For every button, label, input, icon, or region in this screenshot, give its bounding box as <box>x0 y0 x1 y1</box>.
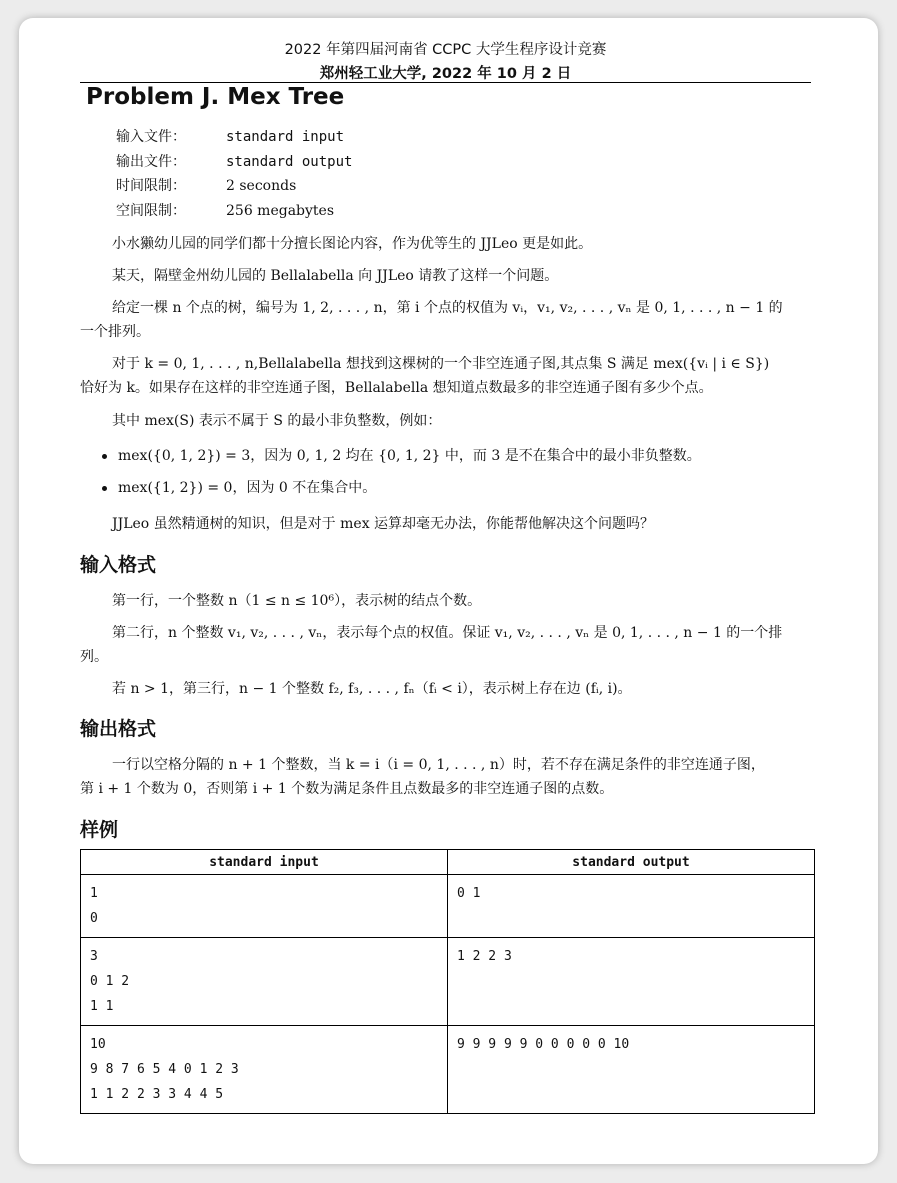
statement-paragraph: 小水獭幼儿园的同学们都十分擅长图论内容，作为优等生的 JJLeo 更是如此。 <box>112 236 593 252</box>
header-rule <box>80 82 811 83</box>
meta-value: standard output <box>226 154 353 170</box>
statement-paragraph: 其中 mex(S) 表示不属于 S 的最小非负整数，例如： <box>112 413 442 429</box>
example-row <box>81 1026 815 1114</box>
example-input-cell <box>81 938 448 1026</box>
statement-paragraph-cont: 一个排列。 <box>80 324 150 340</box>
bullet-text: mex({0, 1, 2}) = 3，因为 0, 1, 2 均在 {0, 1, 2} 中，而 3 是不在集合中的最小非负整数。 <box>118 448 701 464</box>
input-paragraph-cont: 列。 <box>80 649 108 665</box>
example-input-cell <box>81 1026 448 1114</box>
example-line: 0 1 <box>457 886 481 901</box>
example-output-cell <box>448 875 815 938</box>
output-paragraph: 一行以空格分隔的 n + 1 个整数，当 k = i（i = 0, 1, . . . , n）时，若不存在满足条件的非空连通子图， <box>112 757 765 773</box>
input-paragraph: 第一行，一个整数 n（1 ≤ n ≤ 10⁶），表示树的结点个数。 <box>112 593 482 609</box>
input-paragraph: 若 n > 1，第三行，n − 1 个整数 f₂, f₃, . . . , fₙ（fᵢ < i），表示树上存在边 (fᵢ, i)。 <box>112 681 632 697</box>
example-line: 9 8 7 6 5 4 0 1 2 3 <box>90 1062 239 1077</box>
statement-paragraph: JJLeo 虽然精通树的知识，但是对于 mex 运算却毫无办法，你能帮他解决这个问题吗？ <box>112 516 655 532</box>
example-row <box>81 938 815 1026</box>
output-format-heading: 输出格式 <box>80 718 157 740</box>
statement-paragraph-cont: 恰好为 k。如果存在这样的非空连通子图，Bellalabella 想知道点数最多的非空连通子图有多少个点。 <box>80 380 713 396</box>
example-line: 0 <box>90 911 98 926</box>
meta-memory-limit <box>116 200 334 220</box>
bullet-dot <box>102 454 107 459</box>
bullet-text: mex({1, 2}) = 0，因为 0 不在集合中。 <box>118 480 377 496</box>
meta-input-file <box>116 126 344 146</box>
output-paragraph-cont: 第 i + 1 个数为 0，否则第 i + 1 个数为满足条件且点数最多的非空连通子图的点数。 <box>80 781 614 797</box>
examples-table <box>80 849 815 1114</box>
example-line: 1 1 <box>90 999 114 1014</box>
statement-paragraph: 对于 k = 0, 1, . . . , n,Bellalabella 想找到这棵树的一个非空连通子图,其点集 S 满足 mex({vᵢ | i ∈ S}) <box>112 356 770 372</box>
statement-paragraph: 某天，隔壁金州幼儿园的 Bellalabella 向 JJLeo 请教了这样一个问题。 <box>112 268 559 284</box>
examples-header-row <box>81 850 815 875</box>
examples-heading: 样例 <box>80 819 119 841</box>
meta-value: 2 seconds <box>226 178 297 194</box>
example-line: 1 2 2 3 <box>457 949 512 964</box>
col-header-output: standard output <box>448 850 815 875</box>
meta-label: 时间限制： <box>116 178 186 194</box>
example-line: 0 1 2 <box>90 974 130 989</box>
meta-value: 256 megabytes <box>226 203 335 219</box>
statement-paragraph: 给定一棵 n 个点的树，编号为 1, 2, . . . , n，第 i 个点的权值为 vᵢ，v₁, v₂, . . . , vₙ 是 0, 1, . . . , n − 1 的 <box>112 300 783 316</box>
example-output-cell <box>448 1026 815 1114</box>
example-line: 1 <box>90 886 98 901</box>
example-line: 1 1 2 2 3 3 4 4 5 <box>90 1087 224 1102</box>
meta-output-file <box>116 151 352 171</box>
example-line: 3 <box>90 949 98 964</box>
example-line: 9 9 9 9 9 0 0 0 0 0 10 <box>457 1037 630 1052</box>
example-line: 10 <box>90 1037 106 1052</box>
contest-header: 2022 年第四届河南省 CCPC 大学生程序设计竞赛 <box>284 42 607 58</box>
meta-label: 空间限制： <box>116 203 186 219</box>
example-row <box>81 875 815 938</box>
input-format-heading: 输入格式 <box>80 554 157 576</box>
problem-title: Problem J. Mex Tree <box>86 84 345 110</box>
input-paragraph: 第二行，n 个整数 v₁, v₂, . . . , vₙ，表示每个点的权值。保证 v₁, v₂, . . . , vₙ 是 0, 1, . . . , n − 1 的一个排 <box>112 625 783 641</box>
meta-label: 输入文件： <box>116 129 186 145</box>
meta-time-limit <box>116 175 296 195</box>
example-input-cell <box>81 875 448 938</box>
col-header-input: standard input <box>81 850 448 875</box>
meta-value: standard input <box>226 129 345 145</box>
example-output-cell <box>448 938 815 1026</box>
meta-label: 输出文件： <box>116 154 186 170</box>
bullet-dot <box>102 486 107 491</box>
venue-date-header: 郑州轻工业大学, 2022 年 10 月 2 日 <box>319 66 572 82</box>
